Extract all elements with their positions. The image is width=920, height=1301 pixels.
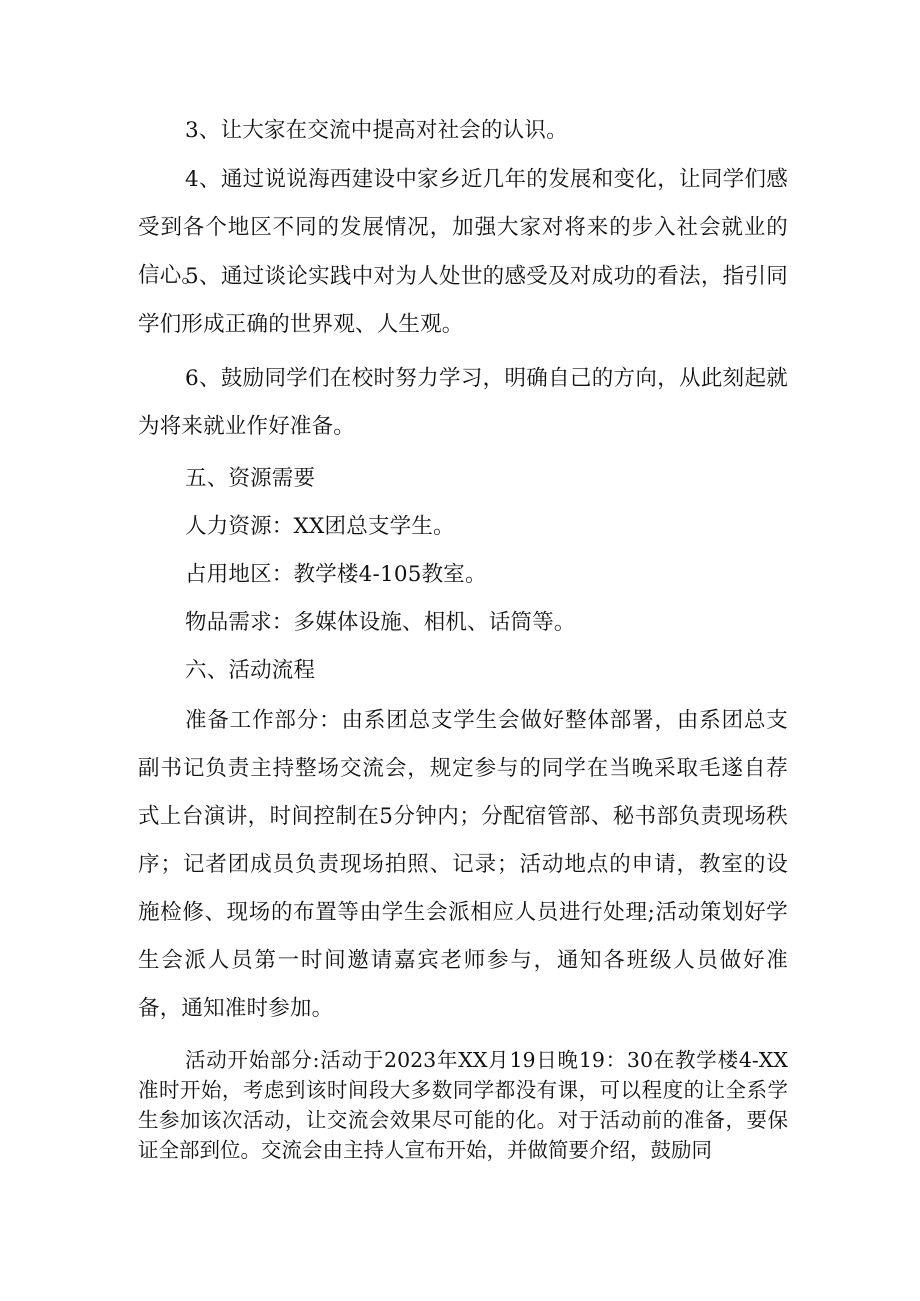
paragraph-supplies: 物品需求：多媒体设施、相机、话筒等。: [185, 610, 576, 635]
paragraph-venue: 占用地区：教学楼4-105教室。: [185, 562, 487, 587]
paragraph-goal-6: 6、鼓励同学们在校时努力学习，明确自己的方向，从此刻起就为将来就业作好准备。: [138, 366, 788, 439]
paragraph-goal-3: 3、让大家在交流中提高对社会的认识。: [185, 118, 568, 143]
paragraph-activity-start: 活动开始部分:活动于2023年XX月19日晚19：30在教学楼4-XX准时开始，考虑到该时间段大多数同学都没有课，可以程度的让全系学生参加该次活动，让交流会效果尽可能的化。对于活动前的准备，要保证全部到位。交流会由主持人宣布开始，并做简要介绍，鼓励同: [138, 1048, 788, 1162]
paragraph-goal-5: 5、通过谈论实践中对为人处世的感受及对成功的看法，指引同学们形成正确的世界观、人生观。: [138, 264, 788, 337]
section-heading-resources: 五、资源需要: [185, 466, 316, 491]
paragraph-goal-4: 4、通过说说海西建设中家乡近几年的发展和变化，让同学们感受到各个地区不同的发展情况，加强大家对将来的步入社会就业的信心。: [138, 167, 788, 288]
paragraph-preparation: 准备工作部分：由系团总支学生会做好整体部署，由系团总支副书记负责主持整场交流会，规定参与的同学在当晚采取毛遂自荐式上台演讲，时间控制在5分钟内；分配宿管部、秘书部负责现场秩序；记者团成员负责现场拍照、记录；活动地点的申请，教室的设施检修、现场的布置等由学生会派相应人员进行处理;活动策划好学生会派人员第一时间邀请嘉宾老师参与，通知各班级人员做好准备，通知准时参加。: [138, 708, 788, 1021]
paragraph-human-resources: 人力资源：XX团总支学生。: [185, 514, 455, 539]
section-heading-process: 六、活动流程: [185, 658, 316, 683]
